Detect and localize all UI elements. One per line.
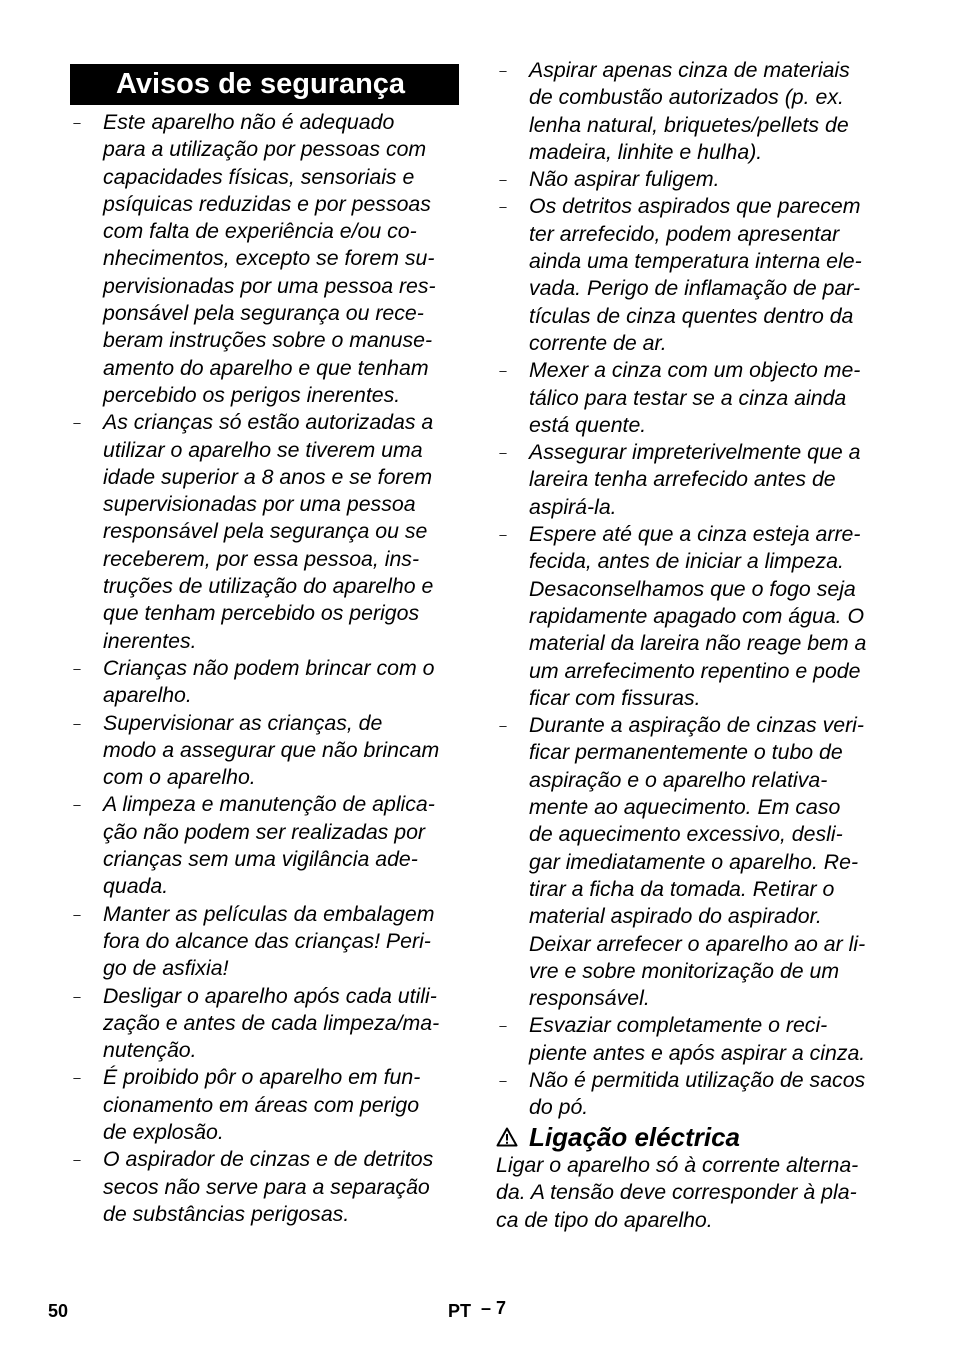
bullet-line: crianças sem uma vigilância ade- — [103, 847, 418, 872]
bullet-item — [70, 710, 460, 792]
body-line: ca de tipo do aparelho. — [496, 1207, 713, 1232]
warning-triangle-icon — [496, 1127, 518, 1147]
bullet-item — [496, 193, 888, 357]
bullet-line: para a utilização por pessoas com — [103, 137, 427, 162]
dash-marker: – — [499, 363, 507, 379]
bullet-line: O aspirador de cinzas e de detritos — [103, 1147, 434, 1172]
bullet-line: com falta de experiência e/ou co- — [103, 219, 417, 244]
bullet-line: madeira, linhite e hulha). — [529, 139, 763, 164]
bullet-line: Não aspirar fuligem. — [529, 167, 720, 192]
dash-marker: – — [499, 527, 507, 543]
bullet-item — [70, 983, 460, 1065]
bullet-item — [496, 439, 888, 521]
bullet-item — [496, 1012, 888, 1067]
bullet-line: ponsável pela segurança ou rece- — [103, 301, 424, 326]
bullet-line: responsável pela segurança ou se — [103, 519, 428, 544]
bullet-line: lareira tenha arrefecido antes de — [529, 467, 836, 492]
body-line: Ligar o aparelho só à corrente alterna- — [496, 1153, 859, 1177]
bullet-line: Manter as películas da embalagem — [103, 901, 435, 926]
bullet-line: Supervisionar as crianças, de — [103, 710, 383, 735]
dash-marker: – — [73, 715, 81, 731]
bullet-line: de aquecimento excessivo, desli- — [529, 822, 843, 847]
dash-marker: – — [73, 906, 81, 922]
bullet-item — [70, 1146, 460, 1228]
bullet-line: percebido os perigos inerentes. — [103, 382, 401, 407]
bullet-line: Aspirar apenas cinza de materiais — [529, 58, 850, 82]
sub-heading-text: Ligação eléctrica — [529, 1122, 740, 1152]
bullet-line: responsável. — [529, 986, 650, 1011]
dash-marker: – — [73, 1152, 81, 1168]
bullet-line: receberem, por essa pessoa, ins- — [103, 546, 420, 571]
bullet-line: psíquicas reduzidas e por pessoas — [103, 191, 431, 216]
bullet-line: vada. Perigo de inflamação de par- — [529, 276, 861, 301]
bullet-line: supervisionadas por uma pessoa — [103, 492, 416, 517]
bullet-line: fecida, antes de iniciar a limpeza. — [529, 549, 844, 574]
bullet-line: com o aparelho. — [103, 765, 256, 790]
bullet-item — [70, 109, 460, 409]
bullet-item — [496, 166, 888, 193]
dash-marker: – — [73, 797, 81, 813]
bullet-item — [70, 901, 460, 983]
bullet-line: corrente de ar. — [529, 330, 667, 355]
bullet-item — [496, 712, 888, 1012]
bullet-line: ficar permanentemente o tubo de — [529, 740, 843, 765]
bullet-line: rapidamente apagado com água. O — [529, 603, 865, 628]
bullet-line: inerentes. — [103, 628, 197, 653]
dash-marker: – — [73, 415, 81, 431]
dash-marker: – — [499, 1072, 507, 1088]
bullet-line: de substâncias perigosas. — [103, 1201, 350, 1226]
bullet-line: lenha natural, briquetes/pellets de — [529, 112, 849, 137]
bullet-line: É proibido pôr o aparelho em fun- — [103, 1065, 421, 1090]
bullet-line: Espere até que a cinza esteja arre- — [529, 522, 861, 547]
bullet-line: que tenham percebido os perigos — [103, 601, 420, 626]
bullet-item — [496, 57, 888, 166]
bullet-line: ção não podem ser realizadas por — [103, 819, 426, 844]
bullet-line: um arrefecimento repentino e pode — [529, 658, 861, 683]
bullet-line: ficar com fissuras. — [529, 685, 701, 710]
bullet-line: beram instruções sobre o manuse- — [103, 328, 433, 353]
section-heading: Avisos de segurança — [70, 64, 459, 105]
page-number: 50 — [48, 1301, 69, 1321]
dash-marker: – — [73, 988, 81, 1004]
bullet-item — [496, 1067, 888, 1122]
bullet-line: nhecimentos, excepto se forem su- — [103, 246, 435, 271]
body-line: da. A tensão deve corresponder à pla- — [496, 1180, 857, 1205]
bullet-line: amento do aparelho e que tenham — [103, 355, 429, 380]
bullet-line: nutenção. — [103, 1038, 197, 1063]
bullet-line: aspirá-la. — [529, 494, 617, 519]
bullet-item — [70, 655, 460, 710]
bullet-line: utilizar o aparelho se tiverem uma — [103, 437, 423, 462]
dash-marker: – — [499, 199, 507, 215]
bullet-line: go de asfixia! — [103, 956, 229, 981]
bullet-line: tículas de cinza quentes dentro da — [529, 303, 854, 328]
bullet-line: Os detritos aspirados que parecem — [529, 194, 861, 219]
left-bullet-list — [70, 109, 460, 1228]
dash-marker: – — [499, 63, 507, 78]
bullet-line: está quente. — [529, 412, 647, 437]
bullet-line: A limpeza e manutenção de aplica- — [103, 792, 435, 817]
bullet-line: material da lareira não reage bem a — [529, 631, 867, 656]
dash-marker: – — [499, 172, 507, 188]
bullet-line: Durante a aspiração de cinzas veri- — [529, 713, 864, 738]
bullet-line: ter arrefecido, podem apresentar — [529, 221, 840, 246]
dash-marker: – — [73, 660, 81, 676]
dash-marker: – — [499, 1018, 507, 1034]
bullet-item — [496, 521, 888, 712]
bullet-line: aspiração e o aparelho relativa- — [529, 767, 828, 792]
bullet-item — [70, 1064, 460, 1146]
bullet-line: Esvaziar completamente o reci- — [529, 1013, 828, 1038]
dash-marker: – — [73, 1070, 81, 1086]
language-code: PT — [448, 1301, 472, 1321]
bullet-line: vre e sobre monitorização de um — [529, 958, 840, 983]
bullet-item — [496, 357, 888, 439]
bullet-item — [70, 791, 460, 900]
bullet-line: capacidades físicas, sensoriais e — [103, 164, 415, 189]
bullet-line: zação e antes de cada limpeza/ma- — [103, 1010, 440, 1035]
dash-marker: – — [73, 115, 81, 130]
bullet-line: piente antes e após aspirar a cinza. — [529, 1040, 866, 1065]
bullet-line: cionamento em áreas com perigo — [103, 1092, 420, 1117]
bullet-line: pervisionadas por uma pessoa res- — [103, 273, 436, 298]
bullet-line: fora do alcance das crianças! Peri- — [103, 928, 431, 953]
bullet-line: Assegurar impreterivelmente que a — [529, 440, 861, 465]
bullet-line: As crianças só estão autorizadas a — [103, 410, 434, 435]
bullet-line: ainda uma temperatura interna ele- — [529, 249, 862, 274]
bullet-line: tálico para testar se a cinza ainda — [529, 385, 847, 410]
bullet-line: Este aparelho não é adequado — [103, 110, 395, 134]
bullet-line: Mexer a cinza com um objecto me- — [529, 358, 861, 383]
bullet-line: tirar a ficha da tomada. Retirar o — [529, 876, 835, 901]
bullet-line: de explosão. — [103, 1119, 224, 1144]
bullet-item — [70, 409, 460, 655]
bullet-line: quada. — [103, 874, 169, 899]
section-page-number: – 7 — [481, 1298, 507, 1318]
bullet-line: do pó. — [529, 1095, 589, 1120]
bullet-line: modo a assegurar que não brincam — [103, 737, 440, 762]
dash-marker: – — [499, 718, 507, 734]
bullet-line: Crianças não podem brincar com o — [103, 655, 435, 680]
bullet-line: Desligar o aparelho após cada utili- — [103, 983, 437, 1008]
bullet-line: Não é permitida utilização de sacos — [529, 1067, 866, 1092]
bullet-line: idade superior a 8 anos e se forem — [103, 464, 433, 489]
bullet-line: de combustão autorizados (p. ex. — [529, 85, 844, 110]
bullet-line: gar imediatamente o aparelho. Re- — [529, 849, 859, 874]
bullet-line: secos não serve para a separação — [103, 1174, 430, 1199]
electrical-connection-text — [496, 1152, 888, 1234]
bullet-line: Desaconselhamos que o fogo seja — [529, 576, 856, 601]
bullet-line: Deixar arrefecer o aparelho ao ar li- — [529, 931, 866, 956]
right-bullet-list — [496, 57, 888, 1122]
dash-marker: – — [499, 445, 507, 461]
bullet-line: truções de utilização do aparelho e — [103, 574, 434, 599]
bullet-line: mente ao aquecimento. Em caso — [529, 795, 841, 820]
electrical-connection-heading — [496, 1121, 740, 1153]
bullet-line: aparelho. — [103, 683, 192, 708]
bullet-line: material aspirado do aspirador. — [529, 904, 822, 929]
